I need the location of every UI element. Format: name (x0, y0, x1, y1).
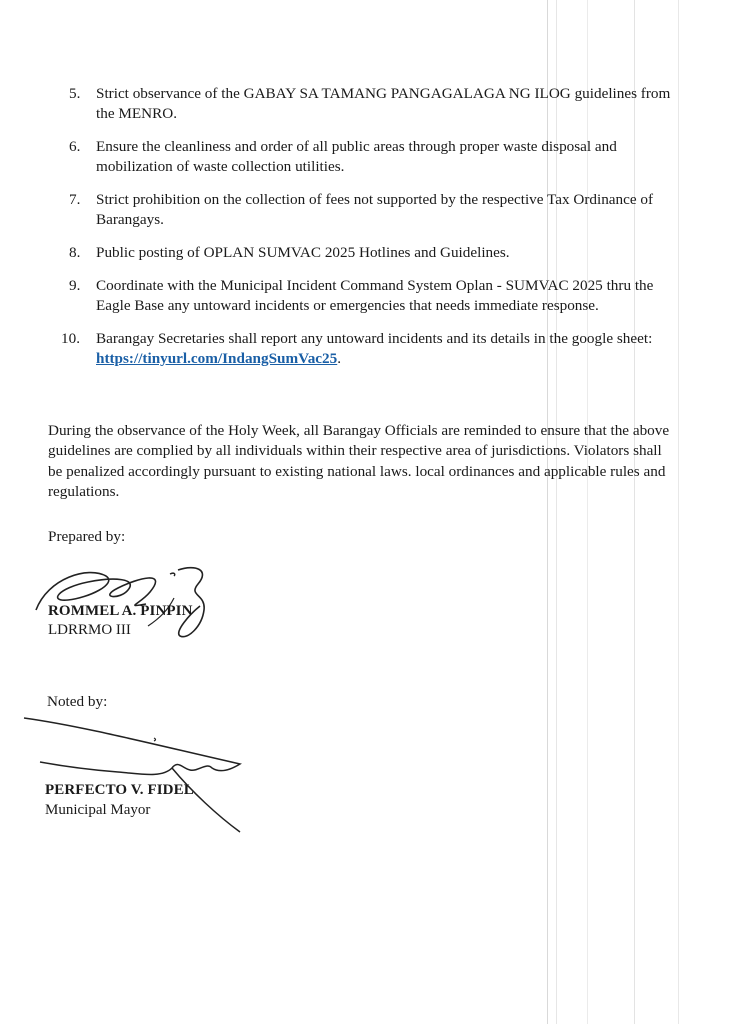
list-item (69, 84, 674, 124)
item-number: 10. (61, 330, 80, 347)
item-text: Barangay Secretaries shall report any untoward incidents and its details in the google sheet: (96, 330, 653, 347)
list-item (69, 243, 674, 263)
item-text-end: . (337, 350, 342, 367)
scan-artifact-line (678, 0, 679, 1024)
item-text: Coordinate with the Municipal Incident Command System Oplan - SUMVAC 2025 thru the Eagle Base any untoward incidents or emergencies that needs immediate response. (96, 277, 654, 314)
item-text: Ensure the cleanliness and order of all public areas through proper waste disposal and mobilization of waste collection utilities. (96, 138, 617, 175)
item-number: 9. (69, 277, 81, 294)
mayor-name: PERFECTO V. FIDEL (45, 782, 194, 798)
item-text: Strict prohibition on the collection of fees not supported by the respective Tax Ordinance of Barangays. (96, 191, 654, 228)
preparer-title: LDRRMO III (48, 622, 131, 638)
preparer-name: ROMMEL A. PINPIN (48, 603, 193, 619)
list-item (69, 137, 674, 177)
mayor-title: Municipal Mayor (45, 802, 151, 818)
item-number: 7. (69, 191, 81, 208)
item-number: 6. (69, 138, 81, 155)
closing-paragraph: During the observance of the Holy Week, all Barangay Officials are reminded to ensure that the above guidelines are complied by all individuals within their respective area of jurisdictions. Violators shall be penalized accordingly pursuant to existing national laws. local ordinances and applicable rules and regulations. (48, 422, 670, 500)
item-text: Strict observance of the GABAY SA TAMANG PANGAGALAGA NG ILOG guidelines from the MENRO. (96, 85, 671, 122)
prepared-by-label: Prepared by: (48, 528, 126, 545)
guidelines-list (61, 84, 674, 369)
google-sheet-link[interactable]: https://tinyurl.com/IndangSumVac25 (96, 350, 338, 367)
noted-by-label: Noted by: (47, 693, 108, 710)
list-item (69, 190, 674, 230)
item-number: 8. (69, 244, 81, 261)
item-text: Public posting of OPLAN SUMVAC 2025 Hotlines and Guidelines. (96, 244, 510, 261)
list-item (61, 329, 674, 369)
item-number: 5. (69, 85, 81, 102)
list-item (69, 276, 674, 316)
